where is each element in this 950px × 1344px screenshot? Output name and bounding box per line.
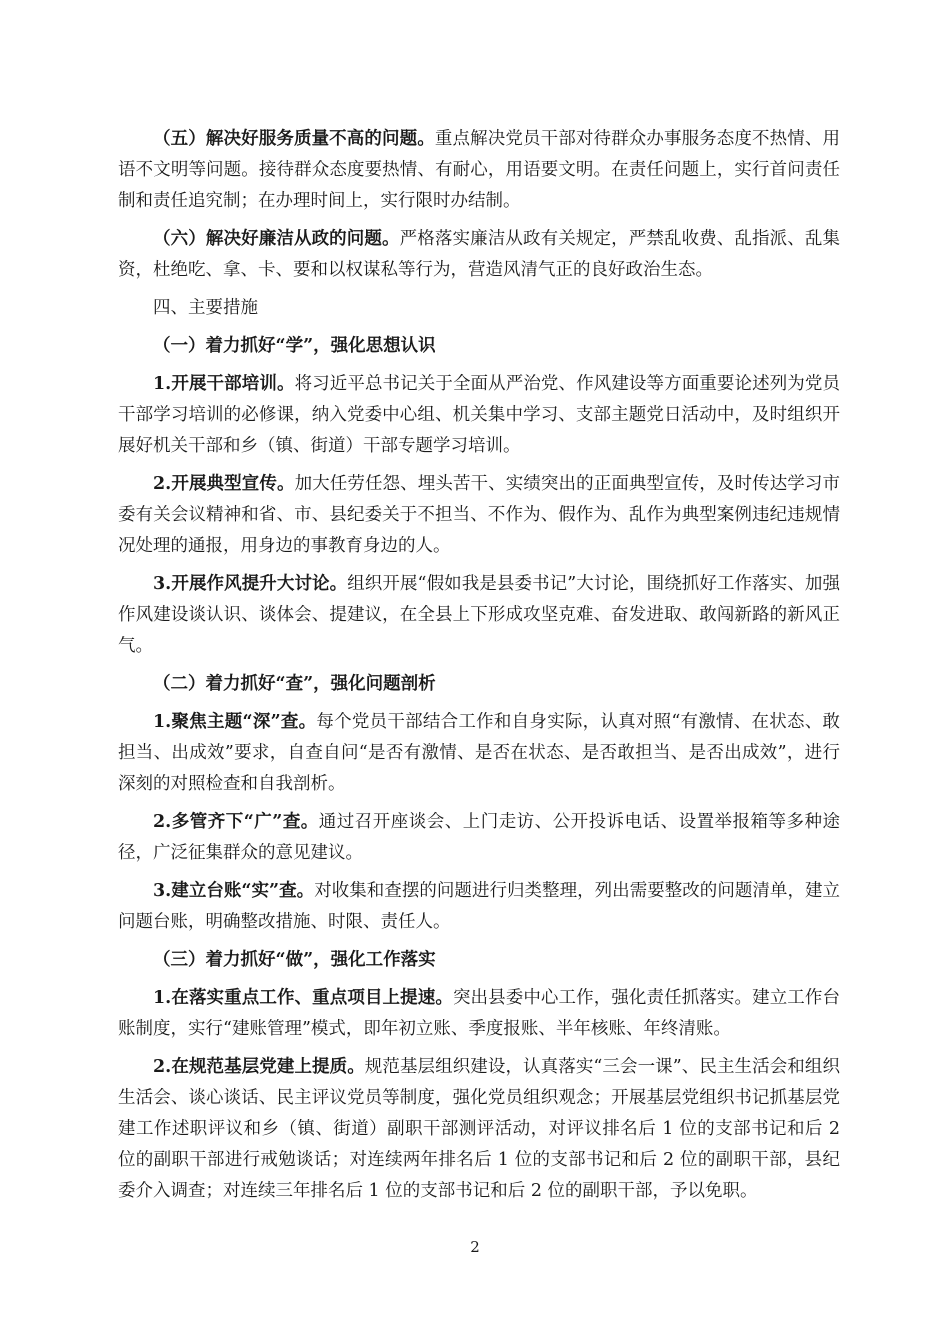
paragraph-text: 组织开展“假如我是县委书记”大讨论，围绕抓好工作落实、加强作风建设谈认识、谈体会、提建议，在全县上下形成攻坚克难、奋发进取、敢闯新路的新风正气。 (118, 574, 840, 656)
heading-text: 四、主要措施 (153, 298, 258, 318)
paragraph-lead: 2.开展典型宣传。 (153, 474, 295, 494)
paragraph-section-6 (118, 224, 840, 286)
paragraph-inspect-3 (118, 876, 840, 938)
section-heading-main-measures (118, 293, 840, 324)
paragraph-text: 重点解决党员干部对待群众办事服务态度不热情、用语不文明等问题。接待群众态度要热情、有耐心，用语要文明。在责任问题上，实行首问责任制和责任追究制；在办理时间上，实行限时办结制。 (118, 129, 841, 211)
paragraph-text: 通过召开座谈会、上门走访、公开投诉电话、设置举报箱等多种途径，广泛征集群众的意见建议。 (118, 812, 840, 863)
paragraph-study-2 (118, 469, 840, 562)
paragraph-lead: 2.多管齐下“广”查。 (153, 812, 319, 832)
subheading-study (118, 331, 840, 362)
paragraph-text: 规范基层组织建设，认真落实“三会一课”、民主生活会和组织生活会、谈心谈话、民主评议党员等制度，强化党员组织观念；开展基层党组织书记抓基层党建工作述职评议和乡（镇、街道）副职干部测评活动，对评议排名后 1 位的支部书记和后 2 位的副职干部进行戒勉谈话；对连续两年排名后 1 位的支部书记和后 2 位的副职干部，县纪委介入调查；对连续三年排名后 1 位的支部书记和后 2 位的副职干部，予以免职。 (118, 1057, 840, 1201)
paragraph-lead: 3.开展作风提升大讨论。 (153, 574, 348, 594)
page-number: 2 (470, 1238, 480, 1256)
paragraph-lead: 3.建立台账“实”查。 (153, 881, 315, 901)
paragraph-lead: （五）解决好服务质量不高的问题。 (153, 129, 435, 149)
paragraph-text: 严格落实廉洁从政有关规定，严禁乱收费、乱指派、乱集资，杜绝吃、拿、卡、要和以权谋私等行为，营造风清气正的良好政治生态。 (118, 229, 841, 280)
paragraph-do-1 (118, 983, 840, 1045)
subheading-do (118, 945, 840, 976)
paragraph-inspect-1 (118, 707, 840, 800)
subheading-text: （一）着力抓好“学”，强化思想认识 (153, 336, 436, 356)
paragraph-study-3 (118, 569, 840, 662)
paragraph-text: 突出县委中心工作，强化责任抓落实。建立工作台账制度，实行“建账管理”模式，即年初立账、季度报账、半年核账、年终清账。 (118, 988, 840, 1039)
subheading-inspect (118, 669, 840, 700)
paragraph-text: 将习近平总书记关于全面从严治党、作风建设等方面重要论述列为党员干部学习培训的必修课，纳入党委中心组、机关集中学习、支部主题党日活动中，及时组织开展好机关干部和乡（镇、街道）干部专题学习培训。 (118, 374, 840, 456)
paragraph-inspect-2 (118, 807, 840, 869)
paragraph-section-5 (118, 124, 840, 217)
paragraph-lead: 2.在规范基层党建上提质。 (153, 1057, 365, 1077)
paragraph-do-2 (118, 1052, 840, 1207)
paragraph-lead: 1.开展干部培训。 (153, 374, 295, 394)
paragraph-text: 每个党员干部结合工作和自身实际，认真对照“有激情、在状态、敢担当、出成效”要求，自查自问“是否有激情、是否在状态、是否敢担当、是否出成效”，进行深刻的对照检查和自我剖析。 (118, 712, 840, 794)
paragraph-study-1 (118, 369, 840, 462)
paragraph-text: 加大任劳任怨、埋头苦干、实绩突出的正面典型宣传，及时传达学习市委有关会议精神和省、市、县纪委关于不担当、不作为、假作为、乱作为典型案例违纪违规情况处理的通报，用身边的事教育身边的人。 (118, 474, 840, 556)
document-body (118, 124, 840, 1214)
subheading-text: （二）着力抓好“查”，强化问题剖析 (153, 674, 436, 694)
paragraph-text: 对收集和查摆的问题进行归类整理，列出需要整改的问题清单，建立问题台账，明确整改措施、时限、责任人。 (118, 881, 840, 932)
paragraph-lead: 1.聚焦主题“深”查。 (153, 712, 317, 732)
subheading-text: （三）着力抓好“做”，强化工作落实 (153, 950, 436, 970)
paragraph-lead: 1.在落实重点工作、重点项目上提速。 (153, 988, 453, 1008)
paragraph-lead: （六）解决好廉洁从政的问题。 (153, 229, 400, 249)
